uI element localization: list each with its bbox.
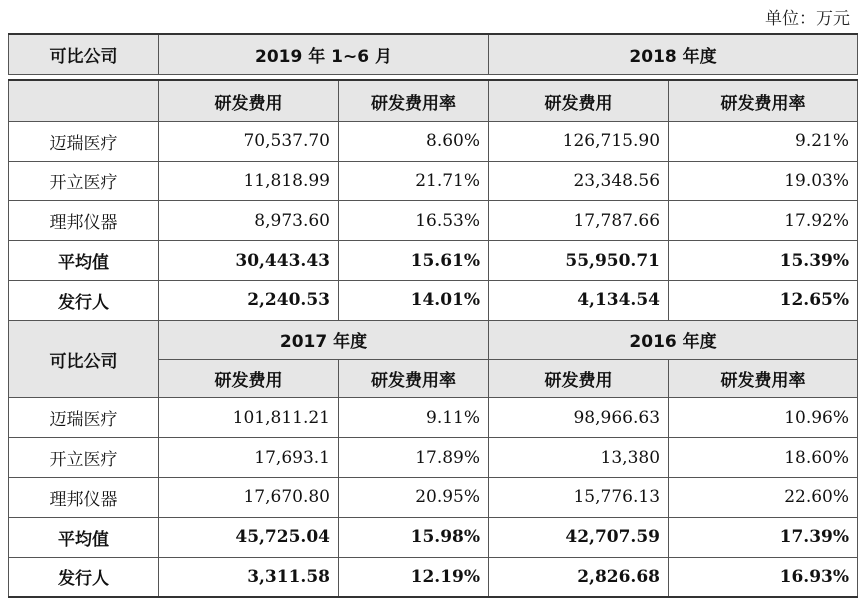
company-name: 平均值	[9, 517, 159, 557]
table-row	[9, 121, 858, 161]
rd-expense-cell: 8,973.60	[159, 201, 339, 241]
col-rd-expense: 研发费用	[489, 80, 669, 121]
col-rd-expense: 研发费用	[159, 359, 339, 398]
company-name: 理邦仪器	[9, 201, 159, 241]
issuer-row	[9, 281, 858, 321]
col-rd-rate: 研发费用率	[339, 80, 489, 121]
period-header-2017: 2017 年度	[159, 320, 489, 359]
company-header: 可比公司	[9, 34, 159, 75]
table-row	[9, 478, 858, 518]
company-name: 迈瑞医疗	[9, 398, 159, 438]
rd-expense-cell: 70,537.70	[159, 121, 339, 161]
table-row	[9, 438, 858, 478]
rd-rate-cell: 22.60%	[669, 478, 858, 518]
rd-rate-cell: 15.39%	[669, 241, 858, 281]
rd-expense-cell: 42,707.59	[489, 517, 669, 557]
rd-rate-cell: 17.39%	[669, 517, 858, 557]
company-header-blank	[9, 80, 159, 121]
rd-expense-cell: 2,826.68	[489, 557, 669, 597]
col-rd-rate: 研发费用率	[339, 359, 489, 398]
rd-expense-cell: 17,787.66	[489, 201, 669, 241]
rd-expense-cell: 11,818.99	[159, 161, 339, 201]
rd-expense-table	[8, 33, 858, 598]
company-name: 发行人	[9, 281, 159, 321]
rd-expense-cell: 3,311.58	[159, 557, 339, 597]
period-header-2019h1: 2019 年 1~6 月	[159, 34, 489, 75]
company-header: 可比公司	[9, 320, 159, 398]
col-rd-rate: 研发费用率	[669, 80, 858, 121]
average-row	[9, 517, 858, 557]
company-name: 平均值	[9, 241, 159, 281]
rd-rate-cell: 15.98%	[339, 517, 489, 557]
company-name: 迈瑞医疗	[9, 121, 159, 161]
table-row	[9, 398, 858, 438]
rd-expense-cell: 17,693.1	[159, 438, 339, 478]
rd-rate-cell: 12.19%	[339, 557, 489, 597]
col-rd-expense: 研发费用	[489, 359, 669, 398]
rd-expense-cell: 23,348.56	[489, 161, 669, 201]
table-row	[9, 161, 858, 201]
table-row	[9, 201, 858, 241]
rd-rate-cell: 21.71%	[339, 161, 489, 201]
rd-rate-cell: 18.60%	[669, 438, 858, 478]
rd-expense-cell: 13,380	[489, 438, 669, 478]
rd-rate-cell: 14.01%	[339, 281, 489, 321]
rd-expense-cell: 55,950.71	[489, 241, 669, 281]
company-name: 开立医疗	[9, 161, 159, 201]
rd-rate-cell: 19.03%	[669, 161, 858, 201]
rd-rate-cell: 17.92%	[669, 201, 858, 241]
rd-rate-cell: 8.60%	[339, 121, 489, 161]
rd-rate-cell: 16.53%	[339, 201, 489, 241]
rd-rate-cell: 9.21%	[669, 121, 858, 161]
company-name: 理邦仪器	[9, 478, 159, 518]
company-name: 开立医疗	[9, 438, 159, 478]
unit-label: 单位：万元	[765, 9, 850, 29]
rd-rate-cell: 12.65%	[669, 281, 858, 321]
average-row	[9, 241, 858, 281]
period-header-2018: 2018 年度	[489, 34, 858, 75]
rd-rate-cell: 20.95%	[339, 478, 489, 518]
rd-expense-cell: 126,715.90	[489, 121, 669, 161]
rd-rate-cell: 10.96%	[669, 398, 858, 438]
rd-rate-cell: 15.61%	[339, 241, 489, 281]
rd-expense-cell: 30,443.43	[159, 241, 339, 281]
rd-expense-cell: 45,725.04	[159, 517, 339, 557]
rd-expense-cell: 2,240.53	[159, 281, 339, 321]
rd-rate-cell: 16.93%	[669, 557, 858, 597]
rd-expense-cell: 15,776.13	[489, 478, 669, 518]
col-rd-rate: 研发费用率	[669, 359, 858, 398]
issuer-row	[9, 557, 858, 597]
company-name: 发行人	[9, 557, 159, 597]
rd-rate-cell: 17.89%	[339, 438, 489, 478]
rd-rate-cell: 9.11%	[339, 398, 489, 438]
rd-expense-cell: 4,134.54	[489, 281, 669, 321]
rd-expense-cell: 98,966.63	[489, 398, 669, 438]
period-header-2016: 2016 年度	[489, 320, 858, 359]
col-rd-expense: 研发费用	[159, 80, 339, 121]
rd-expense-cell: 17,670.80	[159, 478, 339, 518]
rd-expense-cell: 101,811.21	[159, 398, 339, 438]
